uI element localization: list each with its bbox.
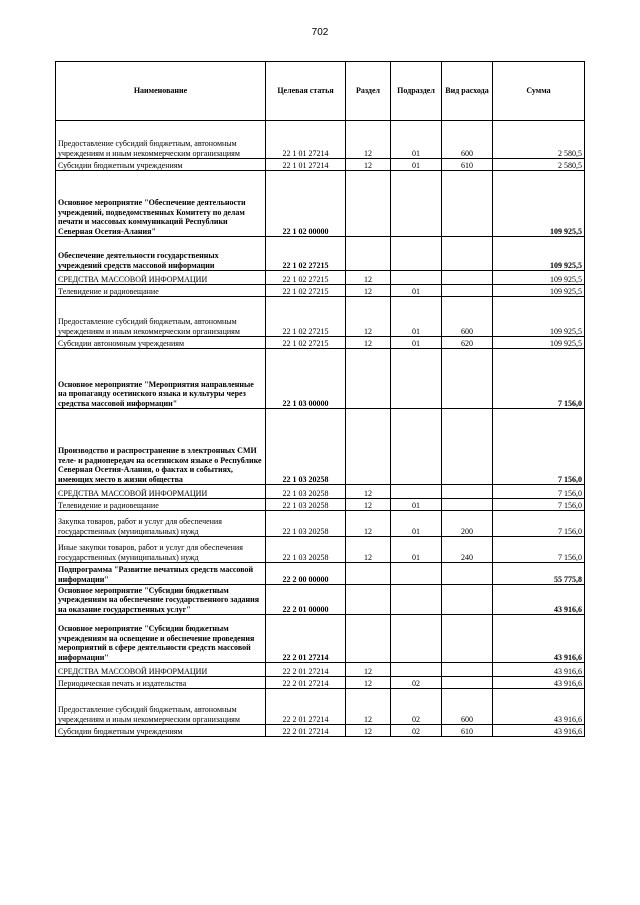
row-amount: 7 156,0 bbox=[493, 485, 585, 499]
row-target: 22 2 01 27214 bbox=[266, 663, 346, 677]
row-section bbox=[346, 615, 391, 663]
table-row bbox=[56, 689, 585, 725]
row-section: 12 bbox=[346, 271, 391, 285]
table-row bbox=[56, 725, 585, 737]
row-target: 22 2 00 00000 bbox=[266, 563, 346, 585]
row-name: Субсидии бюджетным учреждениям bbox=[56, 725, 266, 737]
row-target: 22 1 03 20258 bbox=[266, 499, 346, 511]
row-target: 22 2 01 27214 bbox=[266, 689, 346, 725]
row-section: 12 bbox=[346, 677, 391, 689]
row-expense-type bbox=[442, 615, 493, 663]
row-target: 22 1 03 20258 bbox=[266, 409, 346, 485]
row-name: Предоставление субсидий бюджетным, автономным учреждениям и иным некоммерческим организациям bbox=[56, 689, 266, 725]
row-subsection: 01 bbox=[391, 337, 442, 349]
row-amount: 109 925,5 bbox=[493, 337, 585, 349]
row-expense-type: 620 bbox=[442, 337, 493, 349]
row-section bbox=[346, 237, 391, 271]
row-amount: 7 156,0 bbox=[493, 409, 585, 485]
row-subsection bbox=[391, 485, 442, 499]
row-amount: 7 156,0 bbox=[493, 537, 585, 563]
row-expense-type bbox=[442, 563, 493, 585]
row-expense-type bbox=[442, 677, 493, 689]
row-subsection: 01 bbox=[391, 499, 442, 511]
row-section: 12 bbox=[346, 297, 391, 337]
table-row bbox=[56, 485, 585, 499]
row-amount: 2 580,5 bbox=[493, 121, 585, 159]
row-target: 22 1 02 27215 bbox=[266, 237, 346, 271]
row-amount: 109 925,5 bbox=[493, 297, 585, 337]
table-row bbox=[56, 537, 585, 563]
row-name: Основное мероприятие "Субсидии бюджетным учреждениям на обеспечение государственного задания на оказание государственных услуг" bbox=[56, 585, 266, 615]
row-target: 22 2 01 00000 bbox=[266, 585, 346, 615]
row-amount: 43 916,6 bbox=[493, 677, 585, 689]
table-row bbox=[56, 409, 585, 485]
row-amount: 109 925,5 bbox=[493, 237, 585, 271]
row-amount: 55 775,8 bbox=[493, 563, 585, 585]
row-name: Субсидии автономным учреждениям bbox=[56, 337, 266, 349]
table-row bbox=[56, 337, 585, 349]
row-amount: 43 916,6 bbox=[493, 615, 585, 663]
row-expense-type bbox=[442, 663, 493, 677]
table-row bbox=[56, 615, 585, 663]
table-row bbox=[56, 271, 585, 285]
row-name: Основное мероприятие "Мероприятия направленные на пропаганду осетинского языка и культуры через средства массовой информации" bbox=[56, 349, 266, 409]
row-section: 12 bbox=[346, 499, 391, 511]
header-amount: Сумма bbox=[493, 62, 585, 121]
row-subsection bbox=[391, 563, 442, 585]
row-amount: 43 916,6 bbox=[493, 663, 585, 677]
row-expense-type bbox=[442, 409, 493, 485]
row-subsection bbox=[391, 409, 442, 485]
row-section: 12 bbox=[346, 159, 391, 171]
table-row bbox=[56, 237, 585, 271]
row-subsection bbox=[391, 237, 442, 271]
row-expense-type bbox=[442, 485, 493, 499]
row-expense-type bbox=[442, 349, 493, 409]
row-name: Обеспечение деятельности государственных учреждений средств массовой информации bbox=[56, 237, 266, 271]
row-target: 22 2 01 27214 bbox=[266, 725, 346, 737]
table-header-row bbox=[56, 62, 585, 121]
row-amount: 2 580,5 bbox=[493, 159, 585, 171]
row-subsection: 02 bbox=[391, 725, 442, 737]
table-row bbox=[56, 499, 585, 511]
row-target: 22 1 03 20258 bbox=[266, 485, 346, 499]
row-amount: 7 156,0 bbox=[493, 349, 585, 409]
row-subsection bbox=[391, 663, 442, 677]
budget-table bbox=[55, 61, 585, 737]
row-name: Основное мероприятие "Субсидии бюджетным учреждениям на освещение и обеспечение проведения мероприятий в сфере деятельности средств массовой информации" bbox=[56, 615, 266, 663]
row-section: 12 bbox=[346, 537, 391, 563]
row-name: СРЕДСТВА МАССОВОЙ ИНФОРМАЦИИ bbox=[56, 485, 266, 499]
row-subsection: 01 bbox=[391, 159, 442, 171]
table-row bbox=[56, 563, 585, 585]
row-subsection: 01 bbox=[391, 537, 442, 563]
row-expense-type: 600 bbox=[442, 121, 493, 159]
row-amount: 43 916,6 bbox=[493, 725, 585, 737]
header-section: Раздел bbox=[346, 62, 391, 121]
row-subsection: 01 bbox=[391, 511, 442, 537]
row-amount: 43 916,6 bbox=[493, 689, 585, 725]
row-name: СРЕДСТВА МАССОВОЙ ИНФОРМАЦИИ bbox=[56, 663, 266, 677]
row-name: Подпрограмма "Развитие печатных средств массовой информации" bbox=[56, 563, 266, 585]
row-section: 12 bbox=[346, 511, 391, 537]
row-expense-type: 200 bbox=[442, 511, 493, 537]
header-subsection: Подраздел bbox=[391, 62, 442, 121]
row-subsection: 01 bbox=[391, 121, 442, 159]
table-row bbox=[56, 585, 585, 615]
row-expense-type: 610 bbox=[442, 159, 493, 171]
row-target: 22 1 02 00000 bbox=[266, 171, 346, 237]
row-section: 12 bbox=[346, 689, 391, 725]
row-name: Иные закупки товаров, работ и услуг для обеспечения государственных (муниципальных) нужд bbox=[56, 537, 266, 563]
table-row bbox=[56, 159, 585, 171]
row-amount: 109 925,5 bbox=[493, 171, 585, 237]
table-row bbox=[56, 349, 585, 409]
row-name: Основное мероприятие "Обеспечение деятельности учреждений, подведомственных Комитету по делам печати и массовых коммуникаций Республики Северная Осетия-Алания" bbox=[56, 171, 266, 237]
header-expense-type: Вид расхода bbox=[442, 62, 493, 121]
row-section bbox=[346, 349, 391, 409]
row-target: 22 1 02 27215 bbox=[266, 271, 346, 285]
row-subsection bbox=[391, 585, 442, 615]
row-subsection bbox=[391, 615, 442, 663]
row-name: Субсидии бюджетным учреждениям bbox=[56, 159, 266, 171]
row-amount: 7 156,0 bbox=[493, 511, 585, 537]
row-subsection bbox=[391, 349, 442, 409]
table-row bbox=[56, 285, 585, 297]
row-amount: 109 925,5 bbox=[493, 285, 585, 297]
row-name: Производство и распространение в электронных СМИ теле- и радиопередач на осетинском языке о Республике Северная Осетия-Алания, о фактах и событиях, имеющих место в жизни общества bbox=[56, 409, 266, 485]
row-expense-type bbox=[442, 585, 493, 615]
table-row bbox=[56, 511, 585, 537]
row-target: 22 1 03 20258 bbox=[266, 511, 346, 537]
row-subsection: 02 bbox=[391, 689, 442, 725]
row-target: 22 1 02 27215 bbox=[266, 285, 346, 297]
row-section bbox=[346, 585, 391, 615]
row-section bbox=[346, 409, 391, 485]
row-expense-type: 600 bbox=[442, 297, 493, 337]
table-row bbox=[56, 297, 585, 337]
row-section: 12 bbox=[346, 337, 391, 349]
header-name: Наименование bbox=[56, 62, 266, 121]
row-expense-type: 240 bbox=[442, 537, 493, 563]
row-name: Периодическая печать и издательства bbox=[56, 677, 266, 689]
row-name: Телевидение и радиовещание bbox=[56, 285, 266, 297]
row-amount: 109 925,5 bbox=[493, 271, 585, 285]
row-target: 22 2 01 27214 bbox=[266, 677, 346, 689]
table-row bbox=[56, 171, 585, 237]
row-expense-type bbox=[442, 237, 493, 271]
row-target: 22 1 02 27215 bbox=[266, 297, 346, 337]
table-row bbox=[56, 677, 585, 689]
header-target: Целевая статья bbox=[266, 62, 346, 121]
row-section: 12 bbox=[346, 725, 391, 737]
row-target: 22 1 03 00000 bbox=[266, 349, 346, 409]
row-name: Предоставление субсидий бюджетным, автономным учреждениям и иным некоммерческим организациям bbox=[56, 297, 266, 337]
row-section: 12 bbox=[346, 663, 391, 677]
row-subsection: 01 bbox=[391, 297, 442, 337]
row-target: 22 1 01 27214 bbox=[266, 121, 346, 159]
row-section: 12 bbox=[346, 285, 391, 297]
row-section: 12 bbox=[346, 485, 391, 499]
row-name: Телевидение и радиовещание bbox=[56, 499, 266, 511]
row-expense-type: 610 bbox=[442, 725, 493, 737]
row-name: Закупка товаров, работ и услуг для обеспечения государственных (муниципальных) нужд bbox=[56, 511, 266, 537]
row-subsection bbox=[391, 271, 442, 285]
row-amount: 7 156,0 bbox=[493, 499, 585, 511]
row-target: 22 1 03 20258 bbox=[266, 537, 346, 563]
row-section bbox=[346, 563, 391, 585]
row-name: Предоставление субсидий бюджетным, автономным учреждениям и иным некоммерческим организациям bbox=[56, 121, 266, 159]
table-row bbox=[56, 663, 585, 677]
row-expense-type bbox=[442, 285, 493, 297]
row-target: 22 1 01 27214 bbox=[266, 159, 346, 171]
row-expense-type bbox=[442, 171, 493, 237]
row-section bbox=[346, 171, 391, 237]
row-target: 22 1 02 27215 bbox=[266, 337, 346, 349]
row-expense-type: 600 bbox=[442, 689, 493, 725]
row-subsection bbox=[391, 171, 442, 237]
row-amount: 43 916,6 bbox=[493, 585, 585, 615]
row-name: СРЕДСТВА МАССОВОЙ ИНФОРМАЦИИ bbox=[56, 271, 266, 285]
row-target: 22 2 01 27214 bbox=[266, 615, 346, 663]
row-subsection: 02 bbox=[391, 677, 442, 689]
row-section: 12 bbox=[346, 121, 391, 159]
row-subsection: 01 bbox=[391, 285, 442, 297]
table-row bbox=[56, 121, 585, 159]
page-number: 702 bbox=[311, 27, 329, 38]
row-expense-type bbox=[442, 271, 493, 285]
row-expense-type bbox=[442, 499, 493, 511]
